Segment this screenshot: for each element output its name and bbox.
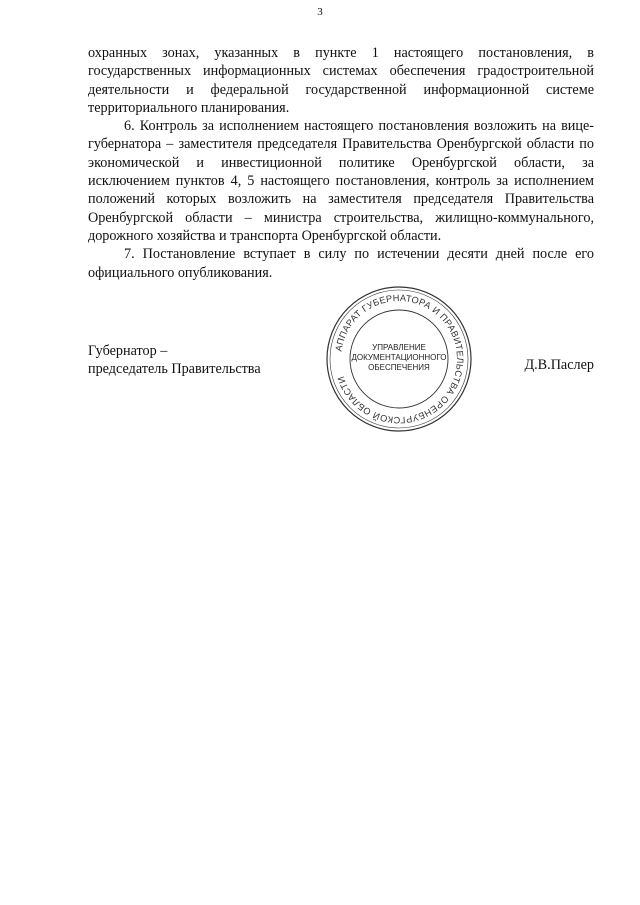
seal-center-line-2: ДОКУМЕНТАЦИОННОГО (351, 353, 447, 362)
seal-center-line-3: ОБЕСПЕЧЕНИЯ (368, 363, 430, 372)
signatory-title-line-2: председатель Правительства (88, 361, 261, 378)
signatory-title (88, 342, 261, 379)
paragraph-item-7: 7. Постановление вступает в силу по истечении десяти дней после его официального опубликования. (88, 246, 594, 281)
signatory-name: Д.В.Паслер (524, 357, 594, 373)
page-number: 3 (317, 6, 323, 18)
document-body (88, 44, 594, 282)
seal-ring-text: АППАРАТ ГУБЕРНАТОРА И ПРАВИТЕЛЬСТВА ОРЕНБУРГСКОЙ ОБЛАСТИ (333, 292, 466, 426)
official-seal (324, 284, 474, 434)
seal-center-line-1: УПРАВЛЕНИЕ (372, 343, 426, 352)
signatory-title-line-1: Губернатор – (88, 343, 168, 359)
paragraph-continuation: охранных зонах, указанных в пункте 1 настоящего постановления, в государственных информационных системах обеспечения градостроительной деятельности и федеральной государственной информационной системе территориального планирования. (88, 45, 594, 116)
seal-center-text (324, 343, 474, 373)
paragraph-item-6: 6. Контроль за исполнением настоящего постановления возложить на вице-губернатора – заместителя председателя Правительства Оренбургской области по экономической и инвестиционной политике Оренбургской области, за исключением пунктов 4, 5 настоящего постановления, контроль за исполнением положений которых возложить на заместителя председателя Правительства Оренбургской области – министра строительства, жилищно-коммунального, дорожного хозяйства и транспорта Оренбургской области. (88, 118, 594, 244)
